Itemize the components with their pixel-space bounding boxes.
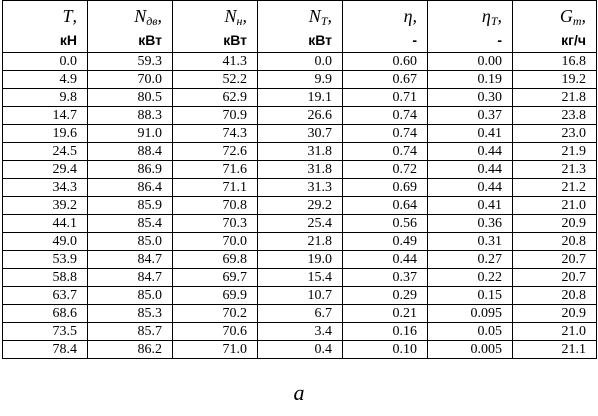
header-cell-efficiency: η, - bbox=[343, 1, 428, 53]
header-cell-traction-power: $N_T$, кВт bbox=[258, 1, 343, 53]
table-cell: 21.8 bbox=[258, 233, 343, 251]
table-cell: 0.16 bbox=[343, 323, 428, 341]
table-cell: 0.00 bbox=[428, 53, 513, 71]
table-cell: 78.4 bbox=[3, 341, 88, 359]
table-row bbox=[3, 125, 597, 143]
table-cell: 80.5 bbox=[88, 89, 173, 107]
table-cell: 9.9 bbox=[258, 71, 343, 89]
table-row bbox=[3, 89, 597, 107]
table-cell: 86.9 bbox=[88, 161, 173, 179]
table-cell: 0.10 bbox=[343, 341, 428, 359]
table-cell: 16.8 bbox=[513, 53, 597, 71]
table-cell: 0.15 bbox=[428, 287, 513, 305]
table-cell: 0.44 bbox=[428, 179, 513, 197]
table-cell: 70.9 bbox=[173, 107, 258, 125]
table-cell: 73.5 bbox=[3, 323, 88, 341]
table-cell: 0.36 bbox=[428, 215, 513, 233]
table-cell: 0.69 bbox=[343, 179, 428, 197]
table-cell: 53.9 bbox=[3, 251, 88, 269]
table-cell: 21.9 bbox=[513, 143, 597, 161]
table-cell: 69.8 bbox=[173, 251, 258, 269]
table-cell: 0.41 bbox=[428, 125, 513, 143]
table-cell: 70.0 bbox=[173, 233, 258, 251]
table-cell: 0.30 bbox=[428, 89, 513, 107]
table-cell: 21.2 bbox=[513, 179, 597, 197]
table-cell: 0.05 bbox=[428, 323, 513, 341]
table-cell: 20.9 bbox=[513, 215, 597, 233]
table-cell: 21.1 bbox=[513, 341, 597, 359]
table-cell: 0.37 bbox=[343, 269, 428, 287]
table-row bbox=[3, 107, 597, 125]
table-cell: 0.44 bbox=[428, 143, 513, 161]
table-cell: 0.71 bbox=[343, 89, 428, 107]
table-cell: 85.4 bbox=[88, 215, 173, 233]
table-cell: 0.4 bbox=[258, 341, 343, 359]
table-cell: 0.0 bbox=[3, 53, 88, 71]
table-cell: 0.72 bbox=[343, 161, 428, 179]
table-cell: 0.74 bbox=[343, 143, 428, 161]
table-row bbox=[3, 161, 597, 179]
table-cell: 20.7 bbox=[513, 251, 597, 269]
table-row bbox=[3, 197, 597, 215]
table-cell: 23.0 bbox=[513, 125, 597, 143]
table-cell: 70.0 bbox=[88, 71, 173, 89]
table-cell: 71.1 bbox=[173, 179, 258, 197]
table-cell: 72.6 bbox=[173, 143, 258, 161]
table-row bbox=[3, 341, 597, 359]
table-cell: 68.6 bbox=[3, 305, 88, 323]
table-cell: 21.3 bbox=[513, 161, 597, 179]
table-cell: 0.095 bbox=[428, 305, 513, 323]
table-row bbox=[3, 269, 597, 287]
table-cell: 6.7 bbox=[258, 305, 343, 323]
table-cell: 88.3 bbox=[88, 107, 173, 125]
table-cell: 15.4 bbox=[258, 269, 343, 287]
table-cell: 19.0 bbox=[258, 251, 343, 269]
table-cell: 0.49 bbox=[343, 233, 428, 251]
table-cell: 85.9 bbox=[88, 197, 173, 215]
table-cell: 70.8 bbox=[173, 197, 258, 215]
table-cell: 9.8 bbox=[3, 89, 88, 107]
table-cell: 34.3 bbox=[3, 179, 88, 197]
table-row bbox=[3, 323, 597, 341]
table-cell: 0.74 bbox=[343, 125, 428, 143]
table-cell: 85.0 bbox=[88, 233, 173, 251]
table-cell: 31.3 bbox=[258, 179, 343, 197]
table-cell: 0.56 bbox=[343, 215, 428, 233]
table-cell: 41.3 bbox=[173, 53, 258, 71]
table-cell: 21.0 bbox=[513, 197, 597, 215]
table-cell: 20.8 bbox=[513, 233, 597, 251]
table-cell: 49.0 bbox=[3, 233, 88, 251]
table-row bbox=[3, 233, 597, 251]
table-cell: 29.4 bbox=[3, 161, 88, 179]
table-cell: 62.9 bbox=[173, 89, 258, 107]
table-cell: 84.7 bbox=[88, 251, 173, 269]
table-cell: 52.2 bbox=[173, 71, 258, 89]
table-cell: 0.44 bbox=[428, 161, 513, 179]
table-row bbox=[3, 251, 597, 269]
table-row bbox=[3, 53, 597, 71]
table-cell: 91.0 bbox=[88, 125, 173, 143]
table-cell: 86.4 bbox=[88, 179, 173, 197]
table-cell: 69.7 bbox=[173, 269, 258, 287]
table-cell: 70.3 bbox=[173, 215, 258, 233]
table-cell: 0.0 bbox=[258, 53, 343, 71]
data-table bbox=[2, 0, 597, 359]
table-cell: 70.2 bbox=[173, 305, 258, 323]
table-cell: 0.67 bbox=[343, 71, 428, 89]
table-cell: 31.8 bbox=[258, 143, 343, 161]
table-cell: 85.7 bbox=[88, 323, 173, 341]
table-cell: 0.37 bbox=[428, 107, 513, 125]
table-cell: 0.21 bbox=[343, 305, 428, 323]
figure-caption: a bbox=[293, 380, 305, 405]
table-cell: 85.3 bbox=[88, 305, 173, 323]
table-cell: 74.3 bbox=[173, 125, 258, 143]
table-cell: 84.7 bbox=[88, 269, 173, 287]
table-cell: 71.6 bbox=[173, 161, 258, 179]
table-cell: 20.9 bbox=[513, 305, 597, 323]
table-row bbox=[3, 71, 597, 89]
table-cell: 85.0 bbox=[88, 287, 173, 305]
table-cell: 0.60 bbox=[343, 53, 428, 71]
table-cell: 10.7 bbox=[258, 287, 343, 305]
table-cell: 19.6 bbox=[3, 125, 88, 143]
table-cell: 19.1 bbox=[258, 89, 343, 107]
header-cell-nominal-power: $N_н$, кВт bbox=[173, 1, 258, 53]
table-row bbox=[3, 143, 597, 161]
table-cell: 29.2 bbox=[258, 197, 343, 215]
table-cell: 0.22 bbox=[428, 269, 513, 287]
header-cell-engine-power: $N_{дв}$, кВт bbox=[88, 1, 173, 53]
header-cell-traction-efficiency: $\eta_T$, - bbox=[428, 1, 513, 53]
table-cell: 70.6 bbox=[173, 323, 258, 341]
table-cell: 0.41 bbox=[428, 197, 513, 215]
table-cell: 86.2 bbox=[88, 341, 173, 359]
table-cell: 0.64 bbox=[343, 197, 428, 215]
table-cell: 44.1 bbox=[3, 215, 88, 233]
table-cell: 25.4 bbox=[258, 215, 343, 233]
table-cell: 21.0 bbox=[513, 323, 597, 341]
table-cell: 3.4 bbox=[258, 323, 343, 341]
table-row bbox=[3, 215, 597, 233]
table-cell: 0.005 bbox=[428, 341, 513, 359]
table-cell: 0.27 bbox=[428, 251, 513, 269]
table-cell: 39.2 bbox=[3, 197, 88, 215]
table-cell: 71.0 bbox=[173, 341, 258, 359]
table-cell: 58.8 bbox=[3, 269, 88, 287]
table-cell: 19.2 bbox=[513, 71, 597, 89]
table-cell: 14.7 bbox=[3, 107, 88, 125]
table-cell: 26.6 bbox=[258, 107, 343, 125]
table-body bbox=[3, 53, 597, 359]
table-row bbox=[3, 287, 597, 305]
table-cell: 0.19 bbox=[428, 71, 513, 89]
table-cell: 88.4 bbox=[88, 143, 173, 161]
table-cell: 69.9 bbox=[173, 287, 258, 305]
table-cell: 4.9 bbox=[3, 71, 88, 89]
table-cell: 0.31 bbox=[428, 233, 513, 251]
data-table-container bbox=[2, 0, 596, 359]
header-cell-fuel-consumption: $G_m$, кг/ч bbox=[513, 1, 597, 53]
table-cell: 63.7 bbox=[3, 287, 88, 305]
table-cell: 0.29 bbox=[343, 287, 428, 305]
table-cell: 0.74 bbox=[343, 107, 428, 125]
table-header-row bbox=[3, 1, 597, 53]
table-cell: 23.8 bbox=[513, 107, 597, 125]
table-cell: 21.8 bbox=[513, 89, 597, 107]
table-cell: 0.44 bbox=[343, 251, 428, 269]
table-cell: 20.8 bbox=[513, 287, 597, 305]
table-row bbox=[3, 305, 597, 323]
table-cell: 31.8 bbox=[258, 161, 343, 179]
table-cell: 30.7 bbox=[258, 125, 343, 143]
table-cell: 59.3 bbox=[88, 53, 173, 71]
table-row bbox=[3, 179, 597, 197]
header-cell-traction: T, кН bbox=[3, 1, 88, 53]
table-cell: 20.7 bbox=[513, 269, 597, 287]
table-cell: 24.5 bbox=[3, 143, 88, 161]
